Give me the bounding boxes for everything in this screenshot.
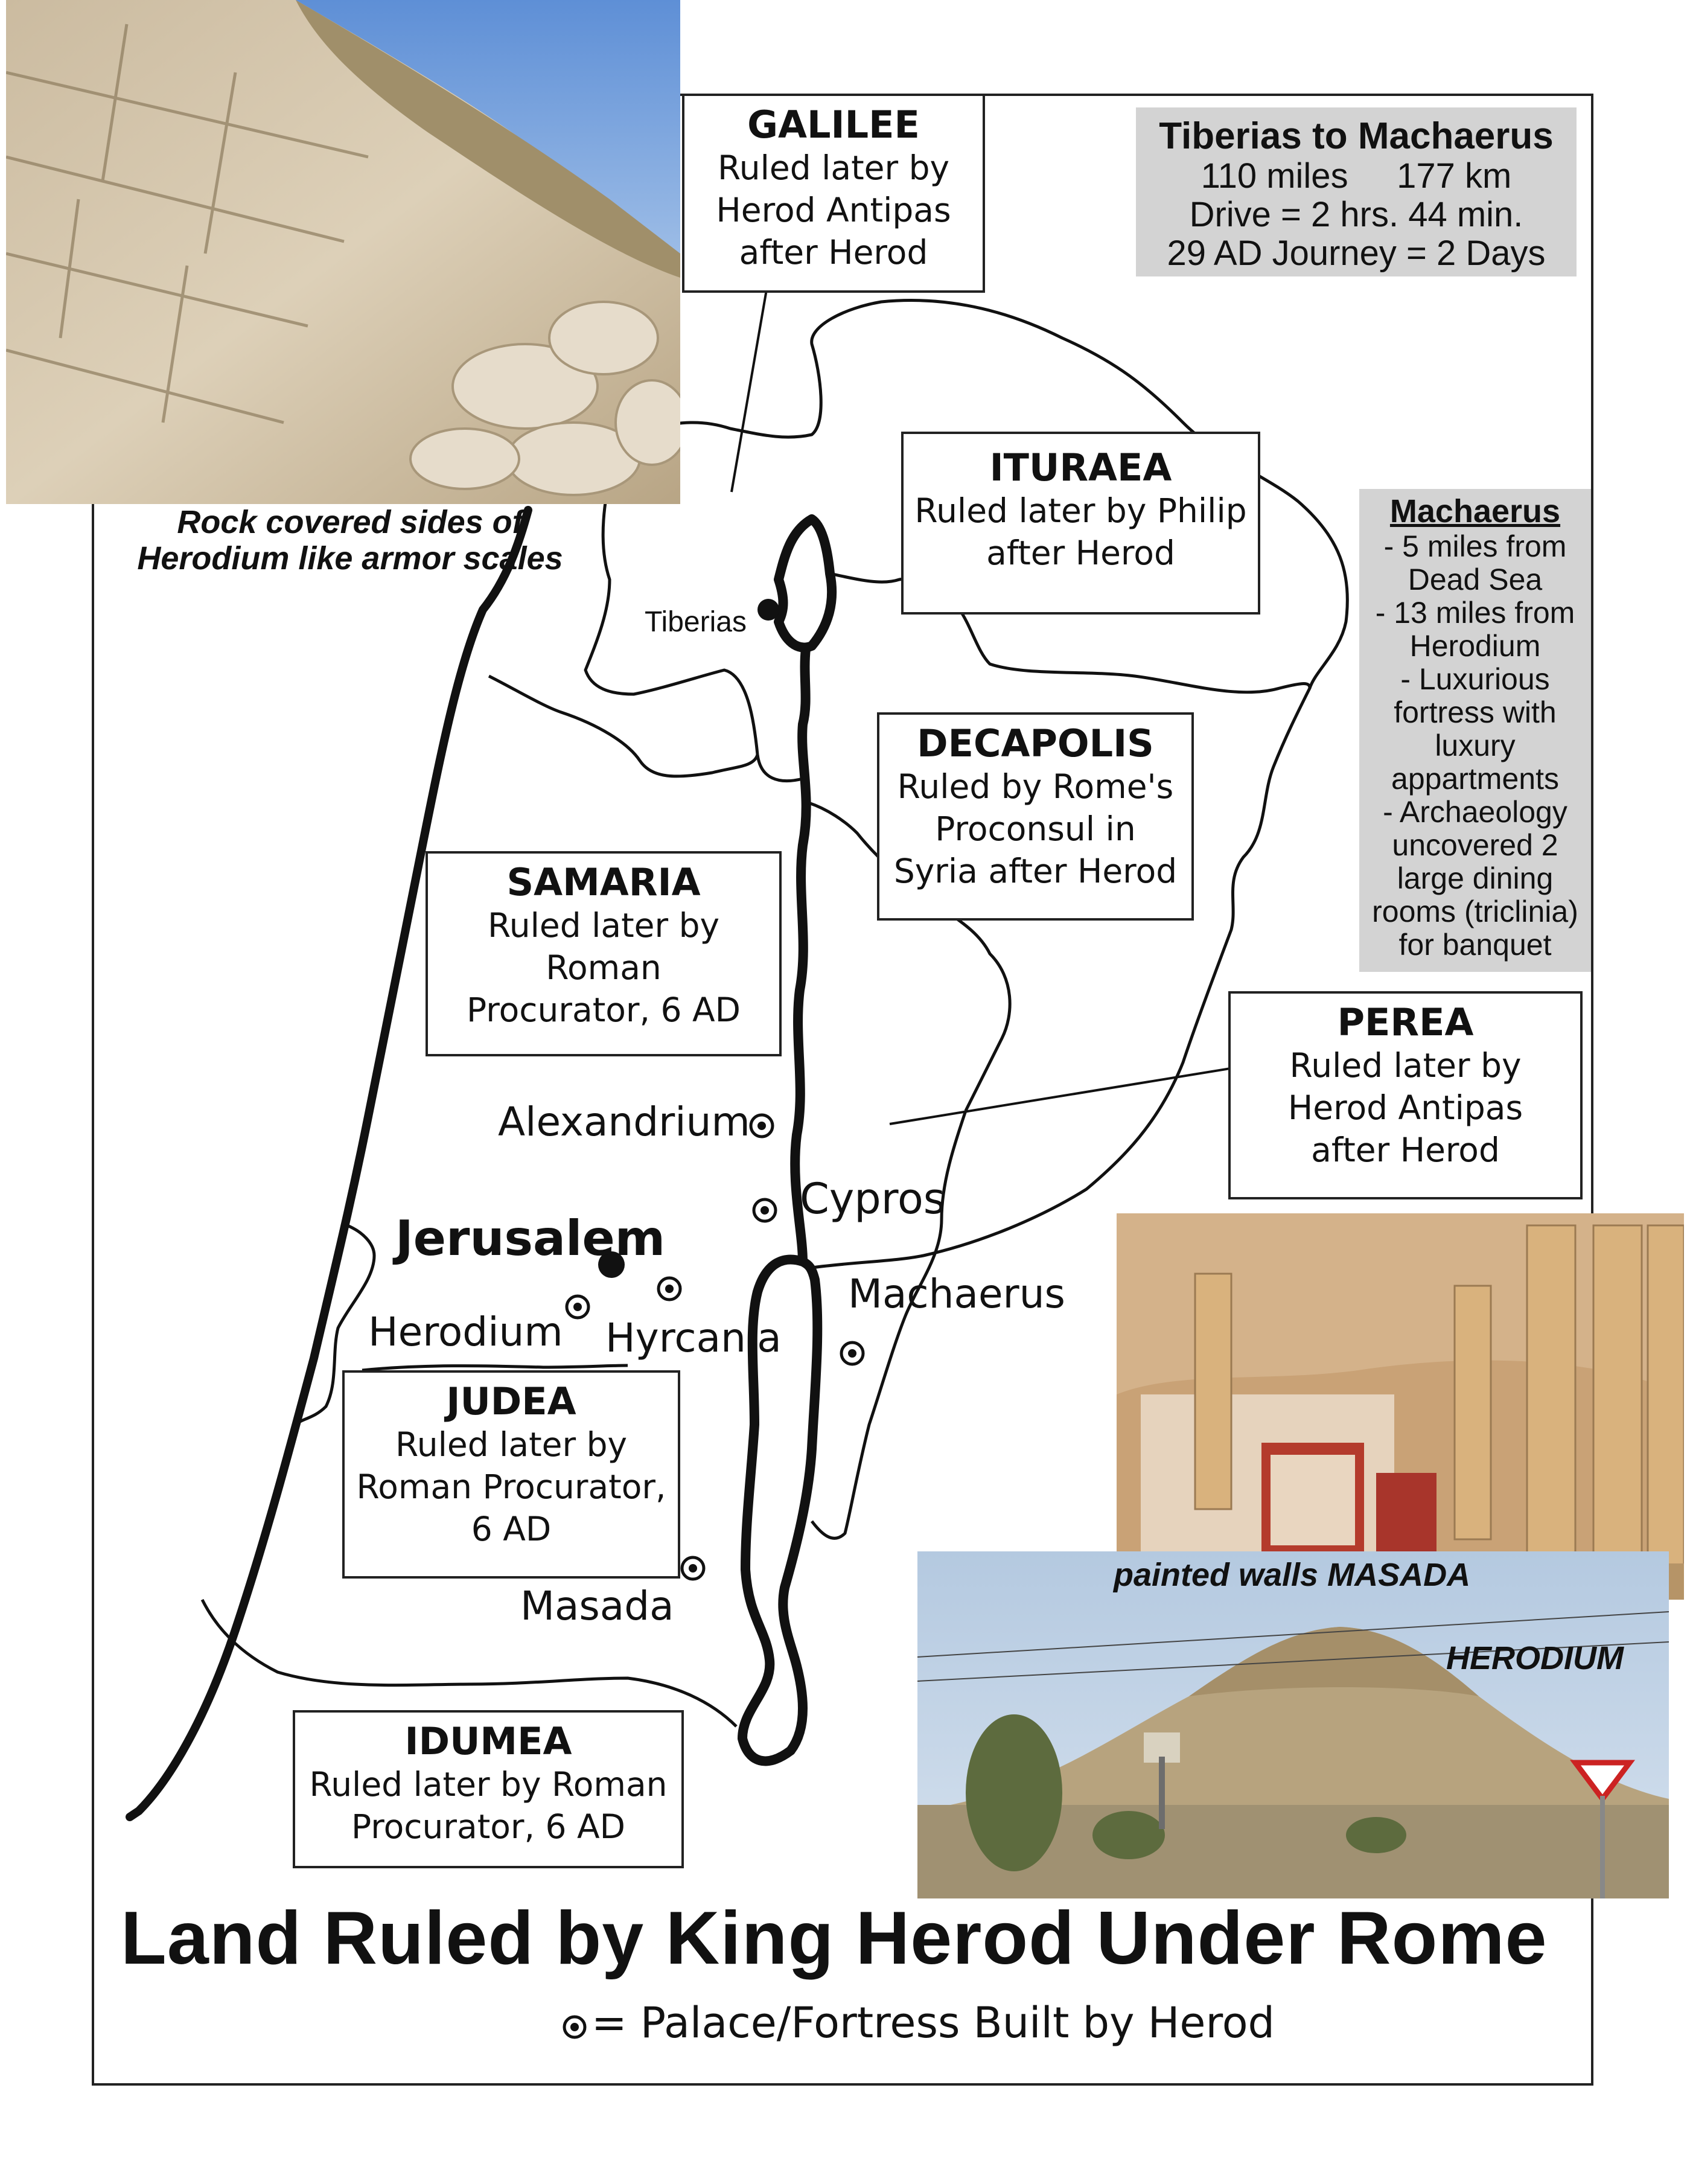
idumea-desc-1: Ruled later by Roman <box>309 1765 668 1804</box>
herodium-label: Herodium <box>368 1309 563 1355</box>
machaerus-info-line: Herodium <box>1409 629 1541 663</box>
masada-label: Masada <box>520 1583 674 1629</box>
hyrcania-label: Hyrcania <box>605 1315 782 1361</box>
samaria-desc-2: Roman <box>546 948 662 987</box>
idumea-box <box>293 1710 684 1868</box>
ituraea-desc-1: Ruled later by Philip <box>914 491 1247 530</box>
perea-desc-1: Ruled later by <box>1289 1046 1522 1085</box>
machaerus-info-line: - 13 miles from <box>1375 596 1575 630</box>
perea-name: PEREA <box>1337 1000 1474 1044</box>
border-galilee-south <box>489 676 757 776</box>
legend-text: = Palace/Fortress Built by Herod <box>592 1998 1275 2048</box>
jerusalem-label: Jerusalem <box>395 1210 666 1266</box>
samaria-desc-3: Procurator, 6 AD <box>467 991 741 1029</box>
galilee-desc-1: Ruled later by <box>717 148 950 187</box>
galilee-name: GALILEE <box>747 103 920 147</box>
herodium-symbol-icon <box>567 1296 588 1318</box>
distance-line-2: Drive = 2 hrs. 44 min. <box>1189 195 1523 234</box>
judea-desc-1: Ruled later by <box>395 1425 628 1464</box>
ituraea-desc-2: after Herod <box>986 534 1175 572</box>
machaerus-symbol-icon <box>841 1343 863 1364</box>
hyrcania-symbol-icon <box>658 1278 680 1300</box>
alexandrium-label: Alexandrium <box>498 1099 750 1145</box>
herodium-photo <box>917 1551 1669 1898</box>
idumea-name: IDUMEA <box>404 1719 572 1763</box>
ituraea-box <box>901 432 1260 615</box>
map-title: Land Ruled by King Herod Under Rome <box>121 1897 1548 1980</box>
samaria-desc-1: Ruled later by <box>487 906 720 945</box>
machaerus-label: Machaerus <box>848 1271 1065 1317</box>
legend <box>561 1998 1275 2051</box>
idumea-desc-2: Procurator, 6 AD <box>351 1807 625 1846</box>
machaerus-info-line: large dining <box>1397 861 1554 895</box>
decapolis-desc-2: Proconsul in <box>935 809 1136 848</box>
machaerus-info-line: - 5 miles from <box>1383 529 1567 563</box>
perea-desc-2: Herod Antipas <box>1287 1088 1523 1127</box>
decapolis-box <box>877 712 1194 921</box>
galilee-desc-2: Herod Antipas <box>716 191 951 229</box>
distance-line-1: 110 miles 177 km <box>1201 156 1512 196</box>
machaerus-info-line: fortress with <box>1394 695 1557 729</box>
machaerus-info-box <box>1359 489 1591 972</box>
cypros-symbol-icon <box>754 1199 776 1221</box>
jordan-river <box>742 519 832 1761</box>
machaerus-info-lines <box>1359 530 1591 962</box>
perea-desc-3: after Herod <box>1311 1131 1500 1169</box>
border-judea-line <box>362 1365 628 1370</box>
machaerus-info-line: for banquet <box>1398 928 1552 962</box>
machaerus-info-title: Machaerus <box>1389 493 1561 529</box>
distance-title: Tiberias to Machaerus <box>1159 115 1554 157</box>
machaerus-info-line: luxury <box>1435 729 1516 762</box>
judea-desc-3: 6 AD <box>471 1510 552 1548</box>
ituraea-name: ITURAEA <box>989 445 1172 490</box>
distance-line-3: 29 AD Journey = 2 Days <box>1167 234 1546 273</box>
galilee-leader <box>732 290 767 492</box>
decapolis-desc-1: Ruled by Rome's <box>897 767 1174 806</box>
machaerus-info-line: rooms (triclinia) <box>1372 895 1578 928</box>
judea-desc-2: Roman Procurator, <box>356 1467 666 1506</box>
perea-box <box>1228 991 1583 1199</box>
machaerus-info-line: Dead Sea <box>1408 563 1543 596</box>
tiberias-dot <box>757 599 779 621</box>
machaerus-info-line: - Luxurious <box>1400 662 1550 696</box>
tiberias-label: Tiberias <box>645 606 747 638</box>
perea-leader <box>890 1065 1252 1124</box>
judea-name: JUDEA <box>446 1379 576 1423</box>
galilee-box <box>682 94 985 293</box>
distance-info-box <box>1136 107 1577 276</box>
masada-symbol-icon <box>682 1557 704 1579</box>
herodium-caption: HERODIUM <box>1446 1640 1624 1676</box>
coastline <box>130 510 528 1817</box>
machaerus-info-line: uncovered 2 <box>1392 828 1558 862</box>
decapolis-desc-3: Syria after Herod <box>893 852 1178 890</box>
palace-fortress-symbol-icon <box>561 2001 588 2051</box>
alexandrium-symbol-icon <box>751 1115 773 1137</box>
herodium-rocks-photo <box>6 0 680 504</box>
herodium-rocks-caption: Rock covered sides of Herodium like armor scales <box>137 504 563 576</box>
machaerus-info-line: - Archaeology <box>1383 795 1567 829</box>
machaerus-info-line: appartments <box>1391 762 1559 796</box>
judea-box <box>342 1370 680 1579</box>
masada-caption: painted walls MASADA <box>1114 1557 1471 1593</box>
samaria-box <box>426 851 782 1056</box>
decapolis-name: DECAPOLIS <box>917 721 1154 765</box>
cypros-label: Cypros <box>800 1174 946 1224</box>
samaria-name: SAMARIA <box>506 860 701 904</box>
galilee-desc-3: after Herod <box>739 233 928 272</box>
masada-photo <box>1117 1213 1684 1600</box>
